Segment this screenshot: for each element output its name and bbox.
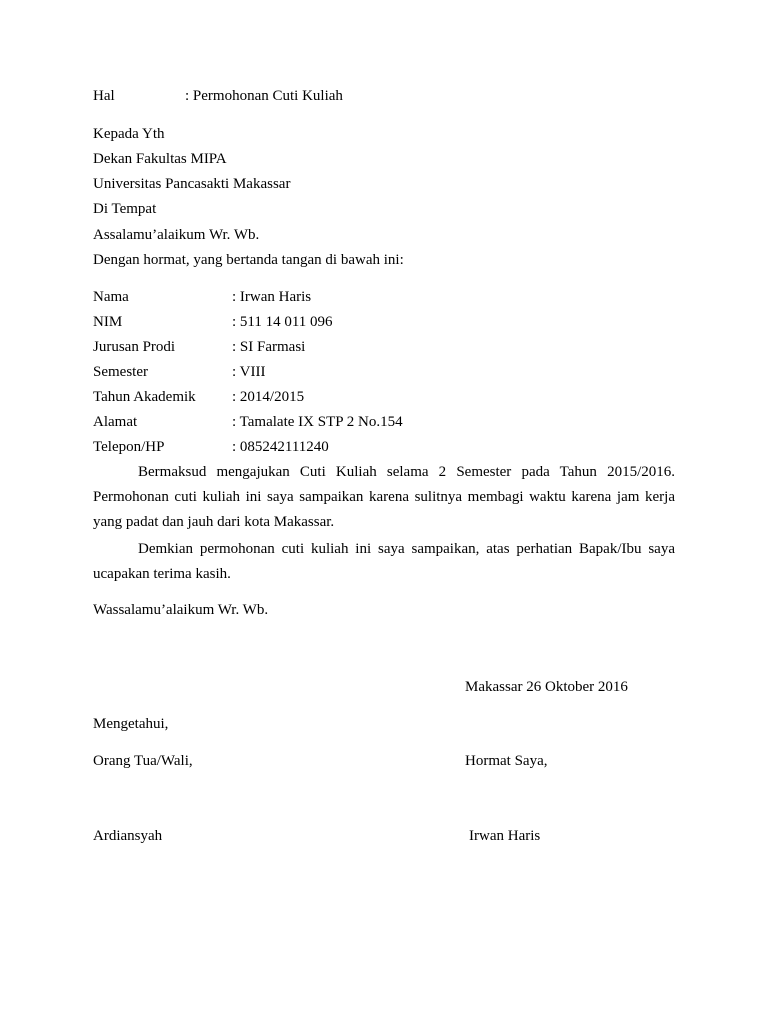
- left-signer-name: Ardiansyah: [93, 828, 163, 844]
- field-value: : Irwan Haris: [232, 289, 312, 305]
- field-label: Semester: [93, 364, 148, 380]
- greeting: Assalamu’alaikum Wr. Wb.: [93, 227, 260, 243]
- field-value: : 511 14 011 096: [232, 314, 333, 330]
- field-label: Alamat: [93, 414, 138, 430]
- field-value: : Tamalate IX STP 2 No.154: [232, 414, 403, 430]
- left-signer-role: Orang Tua/Wali,: [93, 753, 193, 769]
- closing: Wassalamu’alaikum Wr. Wb.: [93, 602, 269, 618]
- body-paragraph-1-line-2: Permohonan cuti kuliah ini saya sampaikan karena sulitnya membagi waktu karena jam kerja: [93, 489, 675, 505]
- right-signer-name: Irwan Haris: [469, 828, 541, 844]
- recipient-line: Dekan Fakultas MIPA: [93, 151, 227, 167]
- opening-line: Dengan hormat, yang bertanda tangan di bawah ini:: [93, 252, 404, 268]
- field-label: Telepon/HP: [93, 439, 165, 455]
- field-value: : SI Farmasi: [232, 339, 306, 355]
- field-label: Jurusan Prodi: [93, 339, 176, 355]
- field-label: NIM: [93, 314, 123, 330]
- subject-value: : Permohonan Cuti Kuliah: [185, 88, 343, 104]
- field-value: : 2014/2015: [232, 389, 305, 405]
- place-date: Makassar 26 Oktober 2016: [465, 679, 628, 695]
- field-value: : VIII: [232, 364, 266, 380]
- recipient-line: Universitas Pancasakti Makassar: [93, 176, 291, 192]
- field-value: : 085242111240: [232, 439, 329, 455]
- body-paragraph-2-line-1: Demkian permohonan cuti kuliah ini saya sampaikan, atas perhatian Bapak/Ibu saya: [138, 541, 675, 557]
- acknowledged-label: Mengetahui,: [93, 716, 169, 732]
- recipient-line: Di Tempat: [93, 201, 157, 217]
- body-paragraph-2-line-2: ucapakan terima kasih.: [93, 566, 231, 582]
- body-paragraph-1-line-1: Bermaksud mengajukan Cuti Kuliah selama 2 Semester pada Tahun 2015/2016.: [138, 464, 675, 480]
- right-signer-role: Hormat Saya,: [465, 753, 548, 769]
- recipient-line: Kepada Yth: [93, 126, 165, 142]
- body-paragraph-1-line-3: yang padat dan jauh dari kota Makassar.: [93, 514, 335, 530]
- field-label: Nama: [93, 289, 129, 305]
- field-label: Tahun Akademik: [93, 389, 196, 405]
- subject-label: Hal: [93, 88, 115, 104]
